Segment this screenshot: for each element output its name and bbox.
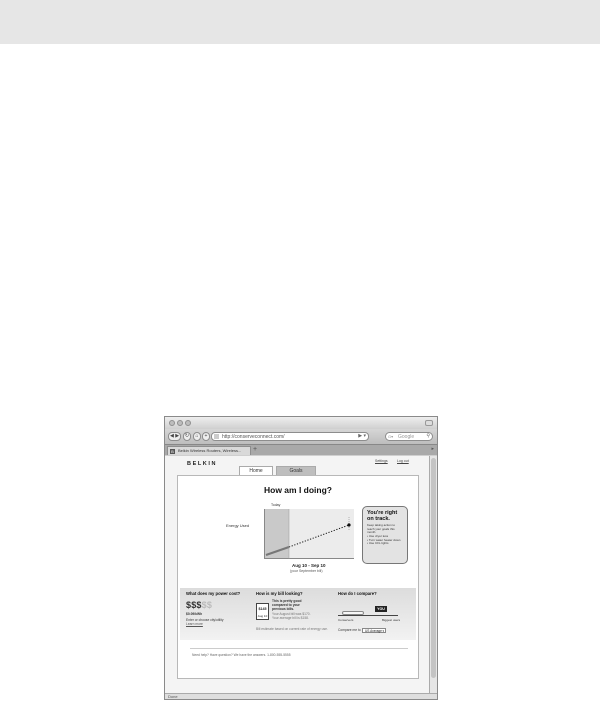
toolbar-toggle-icon[interactable]	[425, 420, 433, 426]
callout-text: Keep taking action to reach your goals this month.	[367, 523, 396, 535]
today-label: Today	[271, 503, 281, 507]
close-window-icon[interactable]	[169, 420, 175, 426]
callout-title: You're right on track.	[367, 510, 398, 522]
belkin-logo: BELKIN	[187, 461, 218, 467]
home-button[interactable]: ⌂	[193, 432, 201, 441]
search-icon[interactable]: ⚲	[426, 433, 430, 439]
zoom-window-icon[interactable]	[185, 420, 191, 426]
callout-item[interactable]: • Use dryer less	[367, 533, 389, 538]
chevron-down-icon: ▾	[382, 629, 384, 633]
power-cost-heading: What does my power cost?	[186, 591, 241, 596]
cost-dollars-dim: $$	[201, 600, 213, 610]
page-viewport	[165, 456, 431, 695]
bill-text-2: compared to your	[272, 603, 300, 607]
site-favicon-icon	[214, 434, 219, 439]
tab-overflow-icon[interactable]: ▸	[431, 446, 434, 452]
status-bar: Done	[165, 693, 437, 699]
bookmark-button[interactable]: +	[202, 432, 210, 441]
compare-heading: How do I compare?	[338, 591, 377, 596]
bill-icon	[256, 603, 269, 620]
energy-used-label: Energy Used	[226, 523, 250, 528]
cost-meter	[186, 600, 212, 610]
cost-dollars-active: $$$	[186, 600, 202, 610]
projection-endpoint	[347, 523, 350, 526]
bill-text-5: Your average bill is $158.	[272, 616, 309, 620]
energy-trend-svg	[265, 509, 355, 559]
bill-text-3: previous bills.	[272, 607, 295, 611]
reload-button[interactable]: ↻	[184, 433, 190, 439]
scrollbar-thumb[interactable]	[431, 458, 436, 678]
tab-home[interactable]: Home	[239, 466, 273, 475]
bill-text-1: This is pretty good	[272, 599, 302, 603]
settings-link[interactable]: Settings	[375, 459, 388, 463]
learn-more-link[interactable]: Learn more	[186, 622, 203, 626]
search-field[interactable]	[385, 432, 433, 441]
tab-bar	[165, 444, 437, 455]
comparison-scale	[338, 615, 398, 616]
title-bar	[165, 417, 437, 429]
compare-select-value: US Average	[365, 629, 382, 633]
top-gray-bar	[0, 0, 600, 44]
bill-month: Aug 10	[257, 614, 268, 618]
help-footer: Need help? Have question? We have the answers. 1-800-555-5555	[192, 653, 291, 657]
tab-goals[interactable]: Goals	[276, 466, 316, 475]
footer-divider	[190, 648, 408, 649]
vertical-scrollbar[interactable]	[429, 456, 437, 695]
status-callout	[362, 506, 408, 564]
compare-select[interactable]	[362, 628, 386, 633]
browser-toolbar	[165, 429, 437, 444]
logout-link[interactable]: Log out	[397, 459, 409, 463]
actual-usage-line	[266, 547, 289, 555]
bill-text-4: Your August bill was $170.	[272, 612, 311, 616]
scale-left-label: Conservers	[338, 618, 354, 622]
callout-item[interactable]: • Turn water heater down	[367, 537, 401, 542]
search-placeholder: Google	[398, 434, 415, 440]
page-heading: How am I doing?	[264, 485, 332, 495]
browser-window	[164, 416, 438, 700]
you-marker: YOU	[375, 606, 387, 612]
new-tab-button[interactable]: +	[253, 446, 258, 453]
date-range: Aug 10 - Sep 10	[292, 563, 326, 568]
bill-heading: How is my bill looking?	[256, 591, 303, 596]
browser-tab[interactable]	[167, 446, 251, 455]
minimize-window-icon[interactable]	[177, 420, 183, 426]
scale-right-label: Biggest users	[382, 618, 401, 622]
bill-note: Bill estimate based on current rate of energy use.	[256, 627, 328, 631]
address-text: http://conserveconnect.com/	[222, 434, 285, 440]
callout-item[interactable]: • Use CFL lights	[367, 541, 389, 546]
tab-title: Belkin Wireless Routers, Wireless...	[178, 448, 242, 453]
search-engine-icon[interactable]: G▾	[388, 434, 394, 439]
bill-amount: $145	[258, 607, 267, 611]
rss-icon[interactable]: ▶ ▾	[358, 433, 366, 439]
power-rate: $0.09/kWh	[186, 612, 203, 616]
projected-usage-line	[289, 525, 349, 547]
tab-favicon-icon: B	[171, 449, 174, 454]
address-bar[interactable]	[211, 432, 369, 441]
power-rate-hint: Enter or choose city/utility	[186, 618, 224, 622]
energy-chart	[264, 509, 354, 559]
compare-to-label: Compare me to	[338, 628, 361, 632]
back-forward-buttons[interactable]: ◀ ▶	[169, 433, 180, 439]
dashboard-card	[177, 475, 419, 679]
date-range-sub: (your September bill)	[290, 569, 323, 573]
